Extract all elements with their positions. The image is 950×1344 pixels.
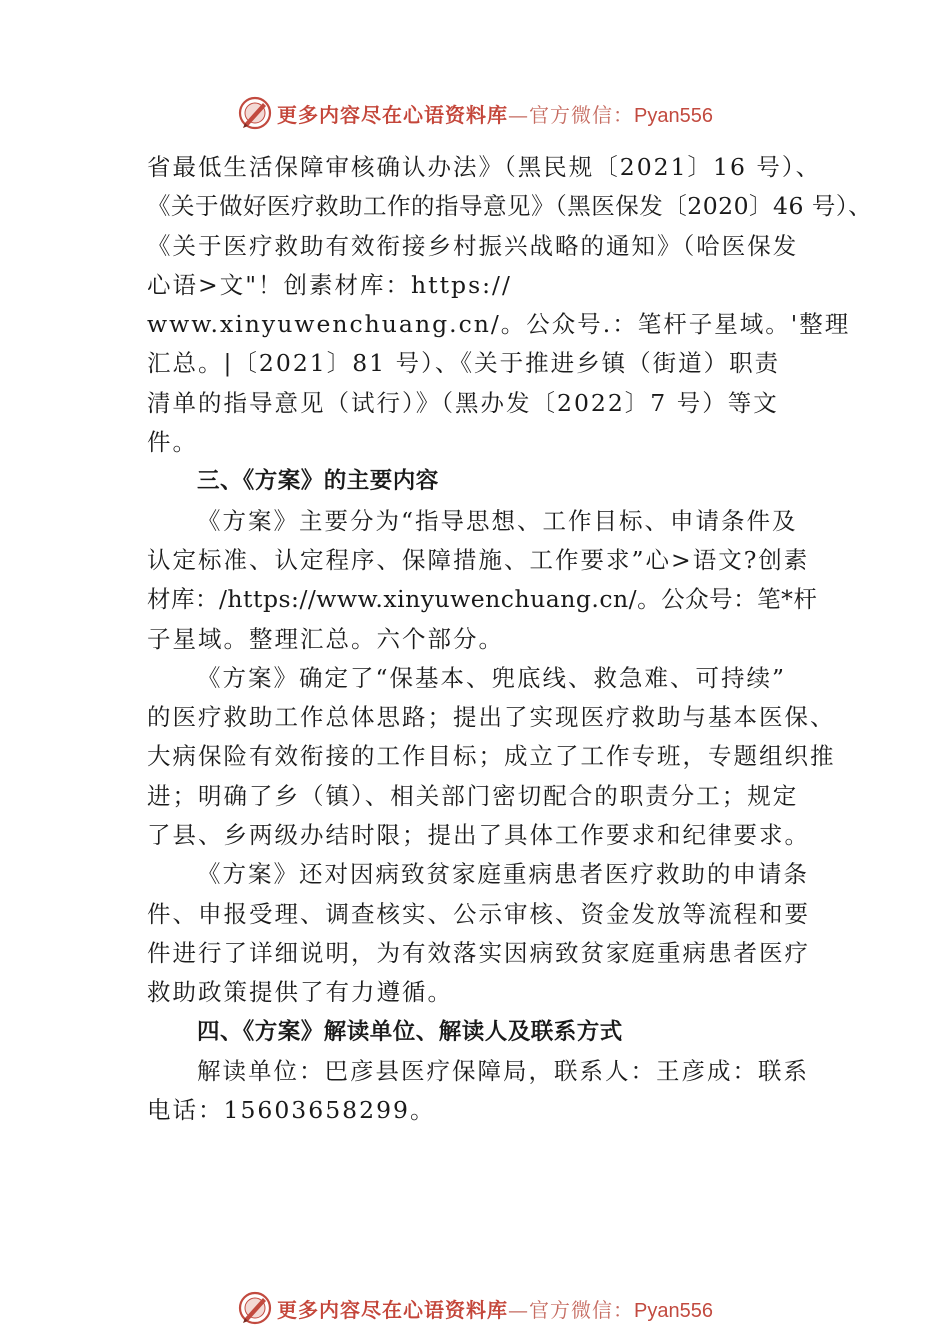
paragraph-line: 电话：15603658299。 xyxy=(147,1096,436,1125)
paragraph-line: 《方案》主要分为“指导思想、工作目标、申请条件及 xyxy=(197,506,798,535)
body-line: 清单的指导意见（试行）》（黑办发〔2022〕7 号）等文 xyxy=(147,388,779,417)
body-line: 《关于做好医疗救助工作的指导意见》（黑医保发〔2020〕46 号）、 xyxy=(147,192,873,221)
paragraph-line: 件、申报受理、调查核实、公示审核、资金发放等流程和要 xyxy=(147,899,810,928)
watermark-rest: 官方微信： xyxy=(529,1297,635,1322)
paragraph-line: 解读单位：巴彦县医疗保障局，联系人：王彦成：联系 xyxy=(197,1056,809,1085)
paragraph-line: 《方案》还对因病致贫家庭重病患者医疗救助的申请条 xyxy=(197,860,809,889)
paragraph-line: 件进行了详细说明，为有效落实因病致贫家庭重病患者医疗 xyxy=(147,938,810,967)
watermark-text xyxy=(277,99,713,128)
paragraph-line: 救助政策提供了有力遵循。 xyxy=(147,978,453,1007)
watermark-text xyxy=(277,1294,713,1323)
body-line: 心语>文"！创素材库：https:// xyxy=(147,270,512,299)
paragraph-line: 的医疗救助工作总体思路；提出了实现医疗救助与基本医保、 xyxy=(147,703,836,732)
watermark-wechat-id: Pyan556 xyxy=(634,1299,713,1322)
section-heading-4: 四、《方案》解读单位、解读人及联系方式 xyxy=(197,1018,623,1045)
watermark-dash: — xyxy=(508,102,530,127)
paragraph-line: 《方案》确定了“保基本、兜底线、救急难、可持续” xyxy=(197,663,787,692)
document-body xyxy=(147,148,873,1130)
paragraph-line: 进；明确了乡（镇）、相关部门密切配合的职责分工；规定 xyxy=(147,781,799,810)
body-line: 汇总。|〔2021〕81 号）、《关于推进乡镇（街道）职责 xyxy=(147,349,781,378)
body-line: 件。 xyxy=(147,428,198,457)
paragraph-line: 认定标准、认定程序、保障措施、工作要求”心>语文?创素 xyxy=(147,545,810,574)
watermark-banner-bottom xyxy=(0,1288,950,1328)
watermark-rest: 官方微信： xyxy=(529,102,635,127)
paragraph-line: 了县、乡两级办结时限；提出了具体工作要求和纪律要求。 xyxy=(147,821,810,850)
paragraph-line: 大病保险有效衔接的工作目标；成立了工作专班，专题组织推 xyxy=(147,742,836,771)
watermark-dash: — xyxy=(508,1297,530,1322)
body-line: www.xinyuwenchuang.cn/。公众号.：笔杆子星域。'整理 xyxy=(147,310,851,339)
watermark-strong: 更多内容尽在心语资料库 xyxy=(277,1297,509,1322)
section-heading-3: 三、《方案》的主要内容 xyxy=(197,468,439,495)
watermark-strong: 更多内容尽在心语资料库 xyxy=(277,102,509,127)
body-line: 《关于医疗救助有效衔接乡村振兴战略的通知》（哈医保发 xyxy=(147,231,799,260)
paragraph-line: 子星域。整理汇总。六个部分。 xyxy=(147,624,504,653)
pen-logo-icon xyxy=(237,1290,273,1326)
body-line: 省最低生活保障审核确认办法》（黑民规〔2021〕16 号）、 xyxy=(147,153,822,181)
watermark-banner-top xyxy=(0,93,950,133)
paragraph-line: 材库：/https://www.xinyuwenchuang.cn/。公众号：笔*杆 xyxy=(147,585,818,614)
watermark-wechat-id: Pyan556 xyxy=(634,104,713,127)
pen-logo-icon xyxy=(237,95,273,131)
